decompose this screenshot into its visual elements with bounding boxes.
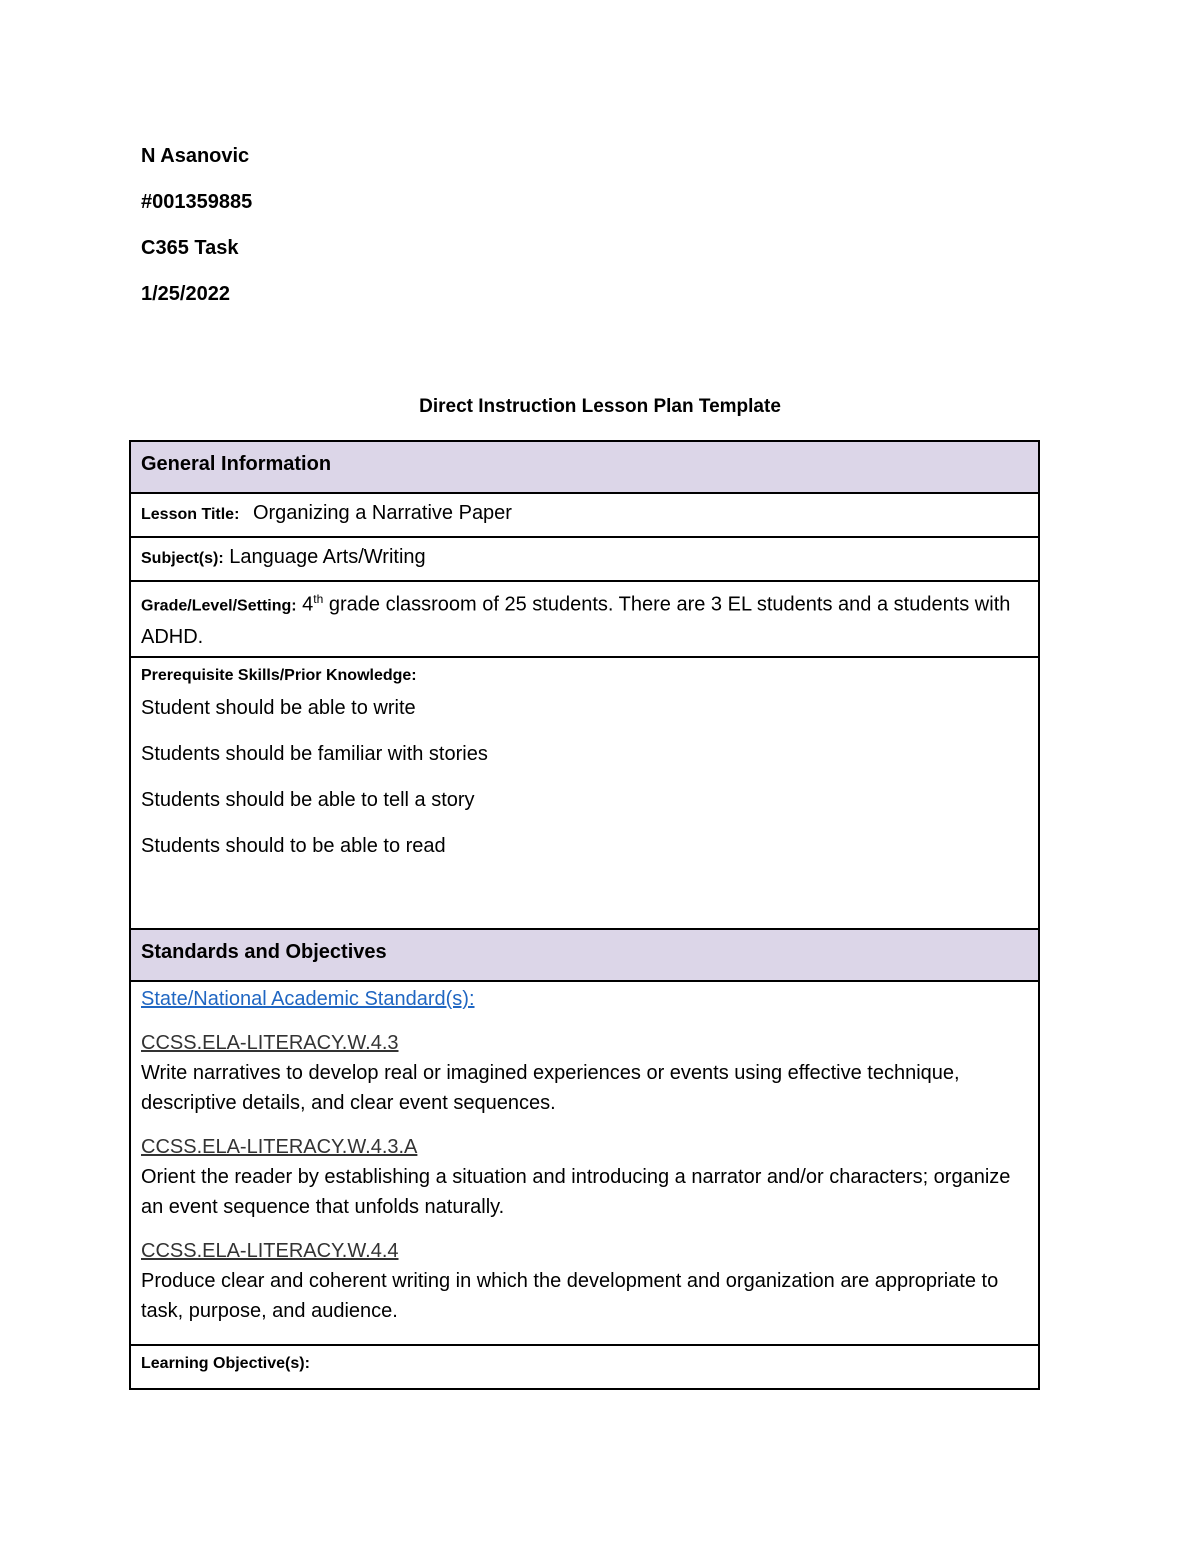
standard-code-link[interactable]: CCSS.ELA-LITERACY.W.4.3.A	[141, 1136, 418, 1158]
standard-description: Orient the reader by establishing a situation and introducing a narrator and/or characters; organize an event sequence that unfolds naturally.	[141, 1166, 1011, 1218]
prerequisite-item: Student should be able to write	[141, 697, 416, 719]
standard-description: Write narratives to develop real or imagined experiences or events using effective technique, descriptive details, and clear event sequences.	[141, 1062, 960, 1114]
grade-number: 4	[302, 593, 314, 616]
subject-label: Subject(s):	[141, 550, 224, 567]
standard-description: Produce clear and coherent writing in which the development and organization are appropriate to task, purpose, and audience.	[141, 1270, 999, 1322]
learning-objectives-label: Learning Objective(s):	[141, 1355, 310, 1372]
standard-item	[141, 1236, 1028, 1326]
subject-value: Language Arts/Writing	[229, 546, 426, 568]
prerequisite-label: Prerequisite Skills/Prior Knowledge:	[141, 667, 417, 684]
grade-suffix: th	[313, 592, 324, 606]
learning-objectives-row	[130, 1345, 1039, 1389]
lesson-title-row	[130, 493, 1039, 537]
student-id: #001359885	[141, 191, 253, 213]
prerequisite-item: Students should be able to tell a story	[141, 789, 475, 811]
grade-label: Grade/Level/Setting:	[141, 597, 297, 615]
grade-row	[130, 581, 1039, 657]
section-standards-and-objectives: Standards and Objectives	[130, 929, 1039, 981]
student-name: N Asanovic	[141, 145, 250, 167]
document-header	[141, 142, 252, 326]
section-general-information: General Information	[130, 441, 1039, 493]
standard-code-link[interactable]: CCSS.ELA-LITERACY.W.4.4	[141, 1240, 399, 1262]
standard-code-link[interactable]: CCSS.ELA-LITERACY.W.4.3	[141, 1032, 399, 1054]
standards-link[interactable]: State/National Academic Standard(s):	[141, 988, 475, 1010]
document-title: Direct Instruction Lesson Plan Template	[419, 396, 781, 417]
prerequisite-item: Students should be familiar with stories	[141, 743, 488, 765]
lesson-title-label: Lesson Title:	[141, 506, 240, 523]
lesson-title-value: Organizing a Narrative Paper	[252, 502, 512, 524]
subject-row	[130, 537, 1039, 581]
task-name: C365 Task	[141, 237, 239, 259]
standard-item	[141, 1028, 1028, 1118]
prerequisite-row	[130, 657, 1039, 929]
lesson-plan-table	[129, 440, 1040, 1390]
document-date: 1/25/2022	[141, 283, 230, 305]
grade-value: grade classroom of 25 students. There are 3 EL students and a students with ADHD.	[141, 593, 1011, 648]
prerequisite-item: Students should to be able to read	[141, 835, 446, 857]
standards-row	[130, 981, 1039, 1345]
standard-item	[141, 1132, 1028, 1222]
